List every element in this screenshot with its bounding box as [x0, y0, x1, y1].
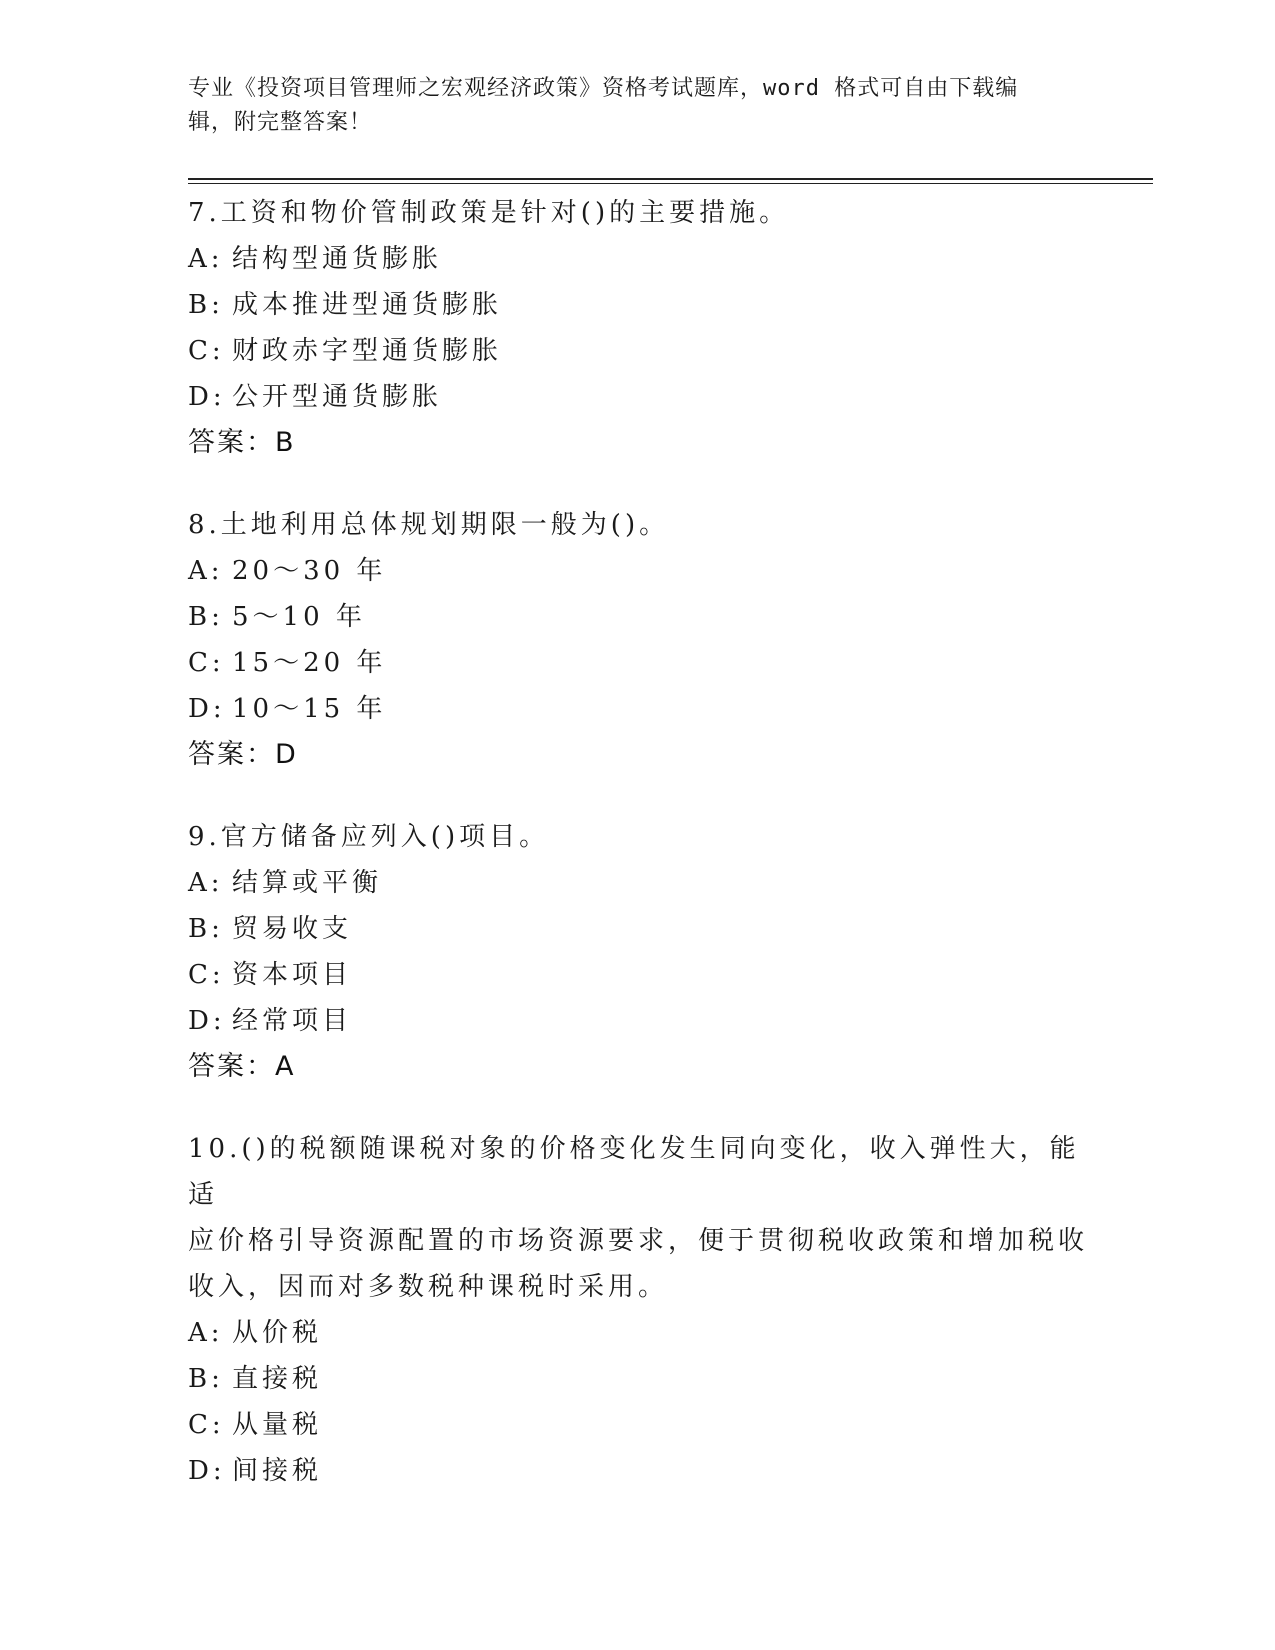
- option-letter: A:: [188, 1318, 224, 1348]
- question-stem-line-1: 10.()的税额随课税对象的价格变化发生同向变化，收入弹性大，能适: [188, 1134, 1080, 1210]
- option-text: 5～10 年: [232, 602, 366, 632]
- option-text: 财政赤字型通货膨胀: [232, 336, 503, 366]
- option-text: 从量税: [232, 1410, 323, 1440]
- option-letter: B:: [188, 914, 224, 944]
- option-c: [188, 328, 1088, 374]
- option-letter: C:: [188, 1410, 225, 1440]
- question-stem-line-3: 收入，因而对多数税种课税时采用。: [188, 1272, 669, 1302]
- option-a: [188, 548, 1088, 594]
- option-a: [188, 860, 1088, 906]
- option-text: 直接税: [232, 1364, 323, 1394]
- option-c: [188, 640, 1088, 686]
- answer-line: 答案：D: [188, 739, 298, 770]
- option-letter: C:: [188, 336, 225, 366]
- answer-line: 答案：A: [188, 1051, 296, 1082]
- option-text: 20～30 年: [232, 556, 387, 586]
- header-divider-thick: [188, 178, 1153, 180]
- option-text: 结算或平衡: [232, 868, 383, 898]
- option-letter: D:: [188, 1006, 226, 1036]
- question-stem: 9.官方储备应列入()项目。: [188, 822, 550, 852]
- answer-line: 答案：B: [188, 427, 296, 458]
- header-line-1: 专业《投资项目管理师之宏观经济政策》资格考试题库，word 格式可自由下载编: [188, 76, 1019, 101]
- option-letter: D:: [188, 382, 226, 412]
- header-line-2: 辑，附完整答案！: [188, 110, 373, 135]
- option-text: 资本项目: [232, 960, 353, 990]
- option-text: 结构型通货膨胀: [232, 244, 443, 274]
- option-letter: B:: [188, 290, 224, 320]
- option-text: 从价税: [232, 1318, 323, 1348]
- question-stem: 7.工资和物价管制政策是针对()的主要措施。: [188, 198, 790, 228]
- option-text: 贸易收支: [232, 914, 353, 944]
- question-9: [188, 814, 1088, 1090]
- question-stem: 8.土地利用总体规划期限一般为()。: [188, 510, 670, 540]
- option-d: [188, 374, 1088, 420]
- option-a: [188, 236, 1088, 282]
- option-letter: D:: [188, 1456, 226, 1486]
- option-d: [188, 998, 1088, 1044]
- question-stem-line-2: 应价格引导资源配置的市场资源要求，便于贯彻税收政策和增加税收: [188, 1226, 1089, 1256]
- option-c: [188, 1402, 1088, 1448]
- option-text: 间接税: [232, 1456, 323, 1486]
- option-letter: C:: [188, 960, 225, 990]
- document-header: [188, 72, 1068, 140]
- question-8: [188, 502, 1088, 778]
- question-7: [188, 190, 1088, 466]
- option-text: 15～20 年: [232, 648, 387, 678]
- option-a: [188, 1310, 1088, 1356]
- option-d: [188, 1448, 1088, 1494]
- option-b: [188, 594, 1088, 640]
- option-letter: D:: [188, 694, 226, 724]
- option-letter: B:: [188, 1364, 224, 1394]
- option-letter: A:: [188, 556, 224, 586]
- option-letter: A:: [188, 244, 224, 274]
- option-text: 成本推进型通货膨胀: [232, 290, 503, 320]
- option-text: 10～15 年: [232, 694, 387, 724]
- question-list: [188, 190, 1088, 1530]
- header-divider-thin: [188, 183, 1153, 184]
- option-b: [188, 906, 1088, 952]
- option-b: [188, 282, 1088, 328]
- option-text: 公开型通货膨胀: [232, 382, 443, 412]
- option-d: [188, 686, 1088, 732]
- option-letter: B:: [188, 602, 224, 632]
- option-letter: C:: [188, 648, 225, 678]
- question-10: [188, 1126, 1088, 1494]
- option-text: 经常项目: [232, 1006, 353, 1036]
- option-letter: A:: [188, 868, 224, 898]
- option-c: [188, 952, 1088, 998]
- option-b: [188, 1356, 1088, 1402]
